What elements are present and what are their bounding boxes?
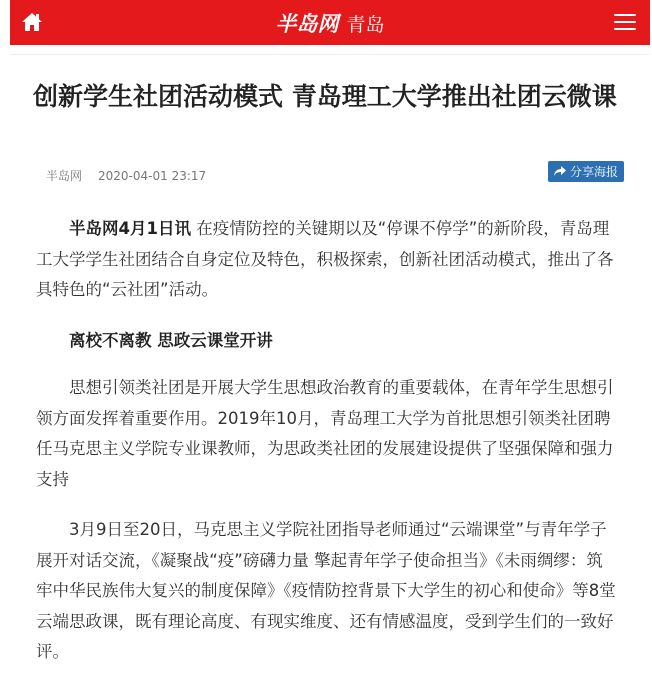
site-logo: 半岛网 [275,10,339,36]
paragraph: 3月9日至20日，马克思主义学院社团指导老师通过“云端课堂”与青年学子展开对话交流，《凝聚战“疫”磅礴力量 擎起青年学子使命担当》《未雨绸缪：筑牢中华民族伟大复兴的制度保障》《疫情防控背景下大学生的初心和使命》等8堂云端思政课，既有理论高度、有现实维度、还有情感温度，受到学生们的一致好评。 [36,520,616,661]
share-poster-button[interactable] [548,161,624,182]
top-nav-bar [10,0,650,45]
paragraph: 思想引领类社团是开展大学生思想政治教育的重要载体，在青年学生思想引领方面发挥着重要作用。2019年10月，青岛理工大学为首批思想引领类社团聘任马克思主义学院专业课教师，为思政类社团的发展建设提供了坚强保障和强力支持 [36,378,614,489]
article-source: 半岛网 [46,169,83,183]
article-title: 创新学生社团活动模式 青岛理工大学推出社团云微课 [33,82,617,111]
paragraph [36,214,618,306]
home-button[interactable] [16,6,48,38]
share-poster-label: 分享海报 [569,165,618,179]
paragraph-text: 在疫情防控的关键期以及“停课不停学”的新阶段，青岛理工大学学生社团结合自身定位及特色，积极探索，创新社团活动模式，推出了各具特色的“云社团”活动。 [36,219,614,299]
hamburger-menu-icon[interactable] [614,8,640,36]
city-label: 青岛 [346,13,385,36]
article-body [36,214,618,688]
divider [10,54,650,55]
menu-line [614,28,636,30]
menu-line [614,14,636,16]
article-meta [46,167,206,184]
article-datetime: 2020-04-01 23:17 [98,168,207,183]
dateline: 半岛网4月1日讯 [69,219,191,238]
section-subheading: 离校不离教 思政云课堂开讲 [69,330,273,350]
home-icon [21,12,43,32]
share-icon [554,166,566,177]
site-brand[interactable] [275,8,384,38]
menu-line [614,21,636,23]
